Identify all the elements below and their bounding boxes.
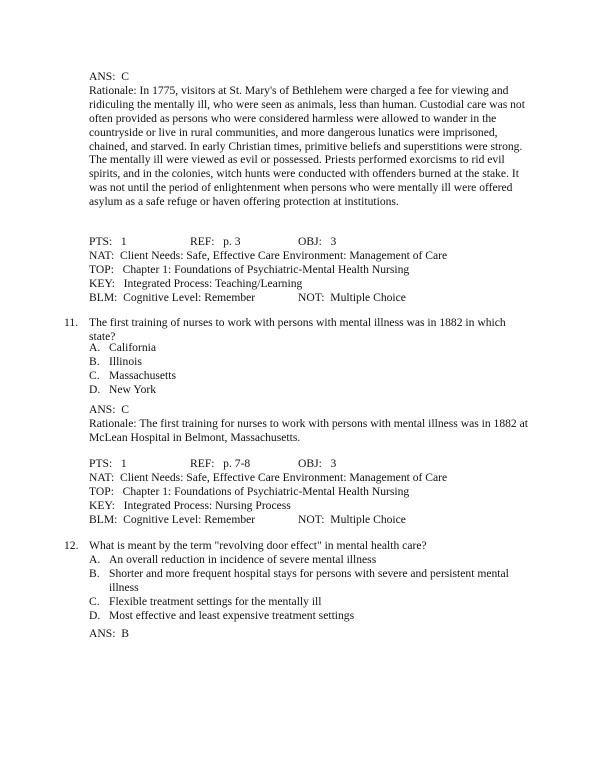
option-text: Most effective and least expensive treatment settings [109, 608, 355, 622]
nat-row [89, 471, 529, 485]
obj-field: OBJ: 3 [298, 235, 337, 248]
option-a [89, 341, 529, 355]
top-row [89, 263, 529, 277]
option-b [89, 567, 529, 595]
option-letter: B. [89, 566, 100, 580]
nat-row [89, 249, 529, 263]
option-letter: B. [89, 354, 100, 368]
option-letter: C. [89, 594, 100, 608]
key-field: KEY: Integrated Process: Nursing Process [89, 498, 291, 512]
question-stem: The first training of nurses to work with persons with mental illness was in 1882 in which state? [89, 316, 506, 343]
not-field: NOT: Multiple Choice [298, 290, 406, 304]
option-text: Illinois [109, 354, 142, 368]
question-number: 11. [64, 316, 79, 329]
rationale-text: Rationale: The first training for nurses to work with persons with mental illness was in 1882 at McLean Hospital in Belmont, Massachusetts. [89, 416, 528, 444]
pts-field: PTS: 1 [89, 457, 127, 470]
options-q11 [89, 341, 529, 397]
answer-block-q10 [89, 70, 529, 209]
blm-field: BLM: Cognitive Level: Remember [89, 290, 256, 304]
not-field: NOT: Multiple Choice [298, 512, 406, 526]
obj-field: OBJ: 3 [298, 457, 337, 470]
option-letter: A. [89, 553, 101, 566]
option-text: New York [109, 382, 157, 396]
rationale-text: Rationale: In 1775, visitors at St. Mary's of Bethlehem were charged a fee for viewing and ridiculing the mentally ill, who were seen as animals, less than human. Custodial care was not often provided as persons who were considered harmless were allowed to wander in the countryside or live in rural communities, and more dangerous lunatics were imprisoned, chained, and starved. In early Christian times, primitive beliefs and superstitions were strong. The mentally ill were viewed as evil or possessed. Priests performed exorcisms to rid evil spirits, and in the colonies, witch hunts were conducted with offenders burned at the stake. It was not until the period of enlightenment when persons who were mentally ill were offered asylum as a safe refuge or haven offering protection at institutions. [89, 83, 525, 209]
answer-line: ANS: B [89, 627, 129, 640]
nat-field: NAT: Client Needs: Safe, Effective Care Environment: Management of Care [89, 470, 448, 484]
key-field: KEY: Integrated Process: Teaching/Learning [89, 276, 303, 290]
key-row [89, 499, 529, 513]
question-number: 12. [64, 539, 79, 552]
metadata-block-q11 [89, 457, 529, 526]
option-text: Shorter and more frequent hospital stays for persons with severe and persistent mental illness [109, 566, 509, 594]
option-letter: D. [89, 382, 101, 396]
question-stem: What is meant by the term "revolving door effect" in mental health care? [89, 539, 427, 552]
option-b [89, 355, 529, 369]
metadata-block-q10 [89, 235, 529, 304]
option-a [89, 553, 529, 567]
top-row [89, 485, 529, 499]
pts-ref-obj-row [89, 457, 529, 471]
ref-field: REF: p. 7-8 [190, 457, 251, 470]
option-letter: A. [89, 341, 101, 354]
option-c [89, 369, 529, 383]
option-text: Massachusetts [109, 368, 176, 382]
option-c [89, 595, 529, 609]
option-text: California [109, 341, 157, 354]
answer-line: ANS: C [89, 403, 129, 416]
blm-not-row [89, 291, 529, 305]
answer-line: ANS: C [89, 70, 129, 83]
pts-field: PTS: 1 [89, 235, 127, 248]
option-text: Flexible treatment settings for the mentally ill [109, 594, 322, 608]
option-d [89, 609, 529, 623]
answer-block-q12 [89, 627, 529, 641]
top-field: TOP: Chapter 1: Foundations of Psychiatric-Mental Health Nursing [89, 262, 410, 276]
answer-block-q11 [89, 403, 529, 445]
option-d [89, 383, 529, 397]
nat-field: NAT: Client Needs: Safe, Effective Care Environment: Management of Care [89, 248, 448, 262]
key-row [89, 277, 529, 291]
ref-field: REF: p. 3 [190, 235, 241, 248]
blm-field: BLM: Cognitive Level: Remember [89, 512, 256, 526]
pts-ref-obj-row [89, 235, 529, 249]
option-letter: C. [89, 368, 100, 382]
blm-not-row [89, 513, 529, 527]
option-letter: D. [89, 608, 101, 622]
top-field: TOP: Chapter 1: Foundations of Psychiatric-Mental Health Nursing [89, 484, 410, 498]
option-text: An overall reduction in incidence of severe mental illness [109, 553, 377, 566]
options-q12 [89, 553, 529, 623]
